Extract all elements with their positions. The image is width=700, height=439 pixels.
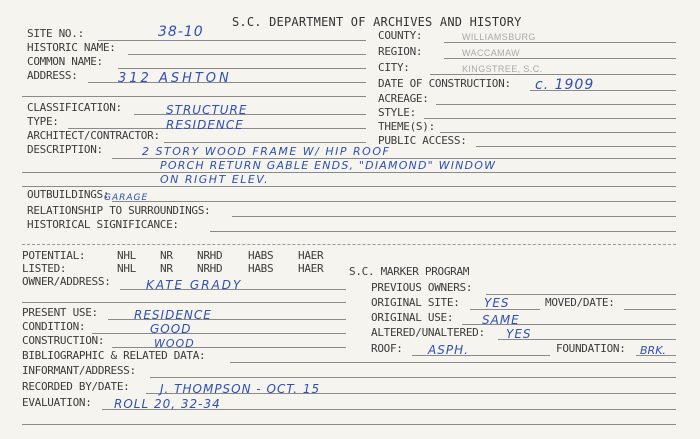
- potential-label: POTENTIAL:: [22, 249, 86, 262]
- bibliographic-label: BIBLIOGRAPHIC & RELATED DATA:: [22, 349, 206, 362]
- card-title: S.C. DEPARTMENT OF ARCHIVES AND HISTORY: [232, 15, 522, 29]
- roof-entry: ASPH.: [428, 343, 469, 357]
- potential-habs: HABS: [248, 249, 274, 262]
- historic-name-label: HISTORIC NAME:: [27, 41, 116, 54]
- potential-nrhd: NRHD: [197, 249, 223, 262]
- recorded-by-label: RECORDED BY/DATE:: [22, 380, 130, 393]
- present-use-label: PRESENT USE:: [22, 306, 98, 319]
- architect-line: [164, 142, 366, 143]
- foundation-entry: BRK.: [640, 344, 666, 357]
- evaluation-label: EVALUATION:: [22, 396, 92, 409]
- roof-label: ROOF:: [371, 342, 403, 355]
- outbuildings-line: [112, 201, 676, 202]
- style-label: STYLE:: [378, 106, 416, 119]
- address-entry: 312 ASHTON: [118, 71, 232, 86]
- county-label: COUNTY:: [378, 29, 423, 42]
- original-site-entry: YES: [484, 296, 510, 310]
- type-entry: RESIDENCE: [166, 118, 244, 132]
- listed-nr: NR: [160, 262, 173, 275]
- address-line-2: [22, 96, 366, 97]
- condition-line: [92, 333, 346, 334]
- style-line: [424, 118, 676, 119]
- description-entry-3: ON RIGHT ELEV.: [160, 173, 270, 186]
- classification-entry: STRUCTURE: [166, 103, 248, 117]
- original-site-label: ORIGINAL SITE:: [371, 296, 460, 309]
- region-stamp: WACCAMAW: [462, 48, 521, 58]
- potential-nr: NR: [160, 249, 173, 262]
- previous-owners-label: PREVIOUS OWNERS:: [371, 281, 473, 294]
- owner-address-label: OWNER/ADDRESS:: [22, 275, 111, 288]
- description-entry-2: PORCH RETURN GABLE ENDS, "DIAMOND" WINDOW: [160, 159, 497, 172]
- site-no-line: [98, 40, 366, 41]
- historic-name-line: [128, 54, 366, 55]
- informant-line: [150, 377, 676, 378]
- listed-haer: HAER: [298, 262, 324, 275]
- type-label: TYPE:: [27, 115, 59, 128]
- listed-habs: HABS: [248, 262, 274, 275]
- bibliographic-line: [230, 362, 676, 363]
- previous-owners-line: [486, 294, 676, 295]
- moved-date-label: MOVED/DATE:: [545, 296, 615, 309]
- listed-nhl: NHL: [117, 262, 136, 275]
- listed-nrhd: NRHD: [197, 262, 223, 275]
- address-label: ADDRESS:: [27, 69, 78, 82]
- description-line-2: [22, 172, 676, 173]
- date-of-construction-entry: c. 1909: [535, 77, 595, 93]
- present-use-entry: RESIDENCE: [134, 308, 212, 322]
- condition-label: CONDITION:: [22, 320, 86, 333]
- themes-line: [440, 132, 676, 133]
- county-line: [444, 42, 676, 43]
- section-divider: [22, 244, 676, 245]
- city-stamp: KINGSTREE, S.C.: [462, 64, 543, 74]
- public-access-line: [476, 146, 676, 147]
- common-name-label: COMMON NAME:: [27, 55, 103, 68]
- common-name-line: [118, 68, 366, 69]
- region-label: REGION:: [378, 45, 423, 58]
- marker-program-label: S.C. MARKER PROGRAM: [349, 265, 470, 278]
- county-stamp: WILLIAMSBURG: [462, 32, 536, 42]
- altered-entry: YES: [506, 327, 532, 341]
- city-line: [430, 74, 676, 75]
- relationship-line: [232, 216, 676, 217]
- date-of-construction-label: DATE OF CONSTRUCTION:: [378, 77, 511, 90]
- condition-entry: GOOD: [150, 322, 192, 336]
- altered-label: ALTERED/UNALTERED:: [371, 326, 485, 339]
- potential-nhl: NHL: [117, 249, 136, 262]
- construction-label: CONSTRUCTION:: [22, 334, 105, 347]
- site-no-label: SITE NO.:: [27, 27, 84, 40]
- classification-label: CLASSIFICATION:: [27, 101, 122, 114]
- recorded-by-entry: J. THOMPSON - OCT. 15: [160, 382, 321, 396]
- themes-label: THEME(S):: [378, 120, 435, 133]
- evaluation-line-2: [22, 424, 676, 425]
- region-line: [444, 58, 676, 59]
- evaluation-entry: ROLL 20, 32-34: [114, 397, 221, 411]
- public-access-label: PUBLIC ACCESS:: [378, 134, 467, 147]
- potential-haer: HAER: [298, 249, 324, 262]
- moved-date-line: [624, 309, 676, 310]
- original-use-label: ORIGINAL USE:: [371, 311, 454, 324]
- owner-address-line-2: [22, 302, 346, 303]
- historical-significance-line: [210, 231, 676, 232]
- outbuildings-label: OUTBUILDINGS:: [27, 188, 110, 201]
- original-use-entry: SAME: [482, 313, 520, 327]
- description-entry-1: 2 STORY WOOD FRAME W/ HIP ROOF: [142, 145, 391, 158]
- acreage-label: ACREAGE:: [378, 92, 429, 105]
- outbuildings-entry: GARAGE: [104, 193, 149, 203]
- listed-label: LISTED:: [22, 262, 67, 275]
- informant-label: INFORMANT/ADDRESS:: [22, 364, 136, 377]
- description-line-3: [22, 186, 676, 187]
- city-label: CITY:: [378, 61, 410, 74]
- construction-entry: WOOD: [154, 337, 195, 350]
- acreage-line: [436, 104, 676, 105]
- architect-label: ARCHITECT/CONTRACTOR:: [27, 129, 160, 142]
- description-label: DESCRIPTION:: [27, 143, 103, 156]
- owner-entry: KATE GRADY: [146, 278, 243, 292]
- relationship-label: RELATIONSHIP TO SURROUNDINGS:: [27, 204, 211, 217]
- historical-significance-label: HISTORICAL SIGNIFICANCE:: [27, 218, 179, 231]
- construction-line: [112, 347, 346, 348]
- foundation-label: FOUNDATION:: [556, 342, 626, 355]
- site-no-entry: 38-10: [158, 24, 204, 40]
